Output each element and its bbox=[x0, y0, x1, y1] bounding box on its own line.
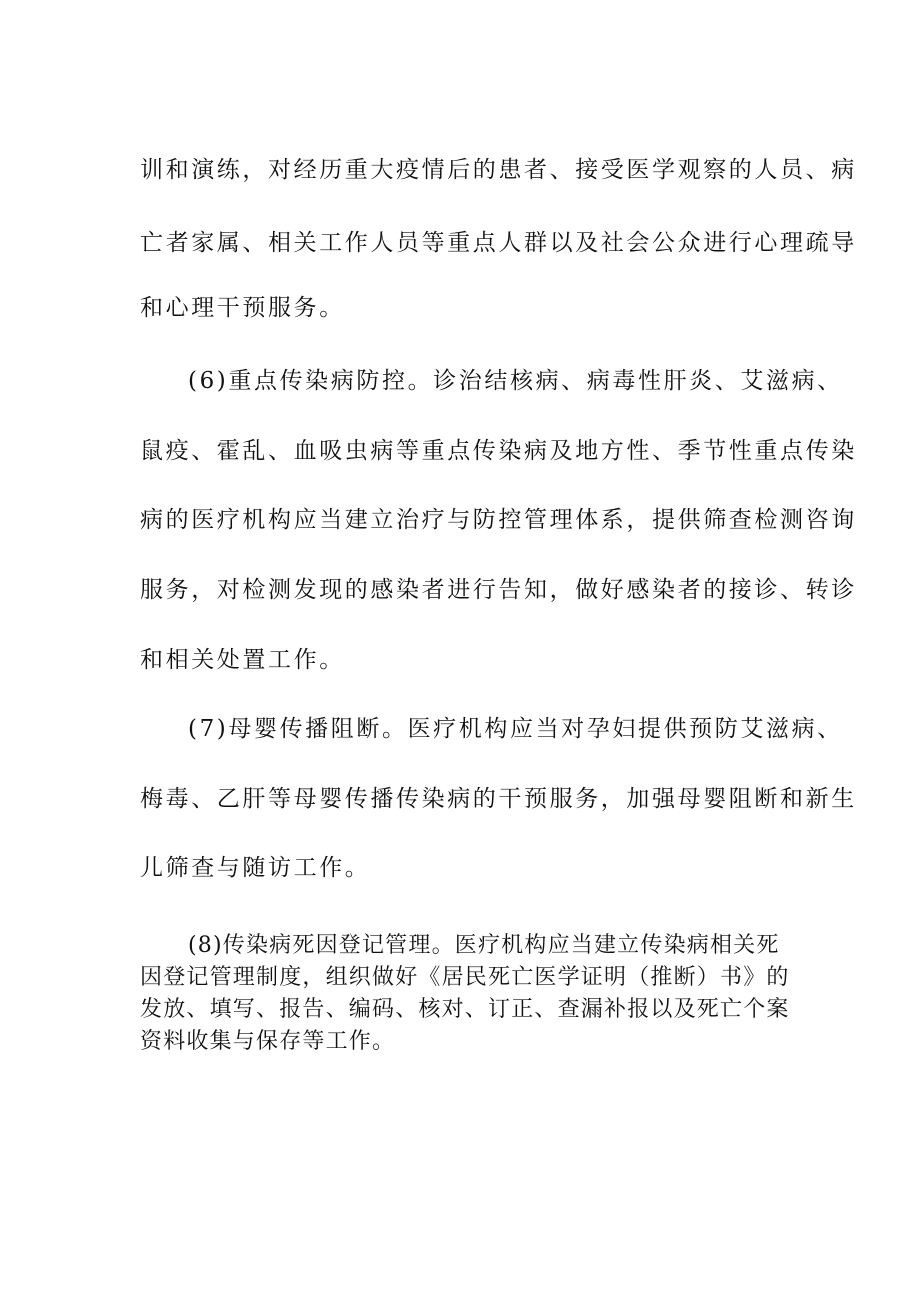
paragraph-6-line-1: (6)重点传染病防控。诊治结核病、病毒性肝炎、艾滋病、 bbox=[188, 368, 843, 394]
paragraph-8-line-4: 资料收集与保存等工作。 bbox=[140, 1029, 396, 1054]
paragraph-5-line-2: 亡者家属、相关工作人员等重点人群以及社会公众进行心理疏导 bbox=[140, 230, 857, 256]
paragraph-5-line-1: 训和演练，对经历重大疫情后的患者、接受医学观察的人员、病 bbox=[140, 157, 857, 183]
paragraph-7-line-1: (7)母婴传播阻断。医疗机构应当对孕妇提供预防艾滋病、 bbox=[188, 716, 843, 742]
paragraph-8-line-1: (8)传染病死因登记管理。医疗机构应当建立传染病相关死 bbox=[188, 933, 780, 958]
paragraph-8-line-3: 发放、填写、报告、编码、核对、订正、查漏补报以及死亡个案 bbox=[140, 997, 790, 1022]
paragraph-7-line-3: 儿筛查与随访工作。 bbox=[140, 855, 371, 881]
paragraph-7-line-2: 梅毒、乙肝等母婴传播传染病的干预服务，加强母婴阻断和新生 bbox=[140, 786, 857, 812]
paragraph-6-line-2: 鼠疫、霍乱、血吸虫病等重点传染病及地方性、季节性重点传染 bbox=[140, 438, 857, 464]
paragraph-5-line-3: 和心理干预服务。 bbox=[140, 295, 345, 321]
paragraph-6-line-5: 和相关处置工作。 bbox=[140, 647, 345, 673]
paragraph-6-line-4: 服务，对检测发现的感染者进行告知，做好感染者的接诊、转诊 bbox=[140, 577, 857, 603]
paragraph-8-line-2: 因登记管理制度，组织做好《居民死亡医学证明（推断）书》的 bbox=[140, 965, 790, 990]
paragraph-6-line-3: 病的医疗机构应当建立治疗与防控管理体系，提供筛查检测咨询 bbox=[140, 507, 857, 533]
